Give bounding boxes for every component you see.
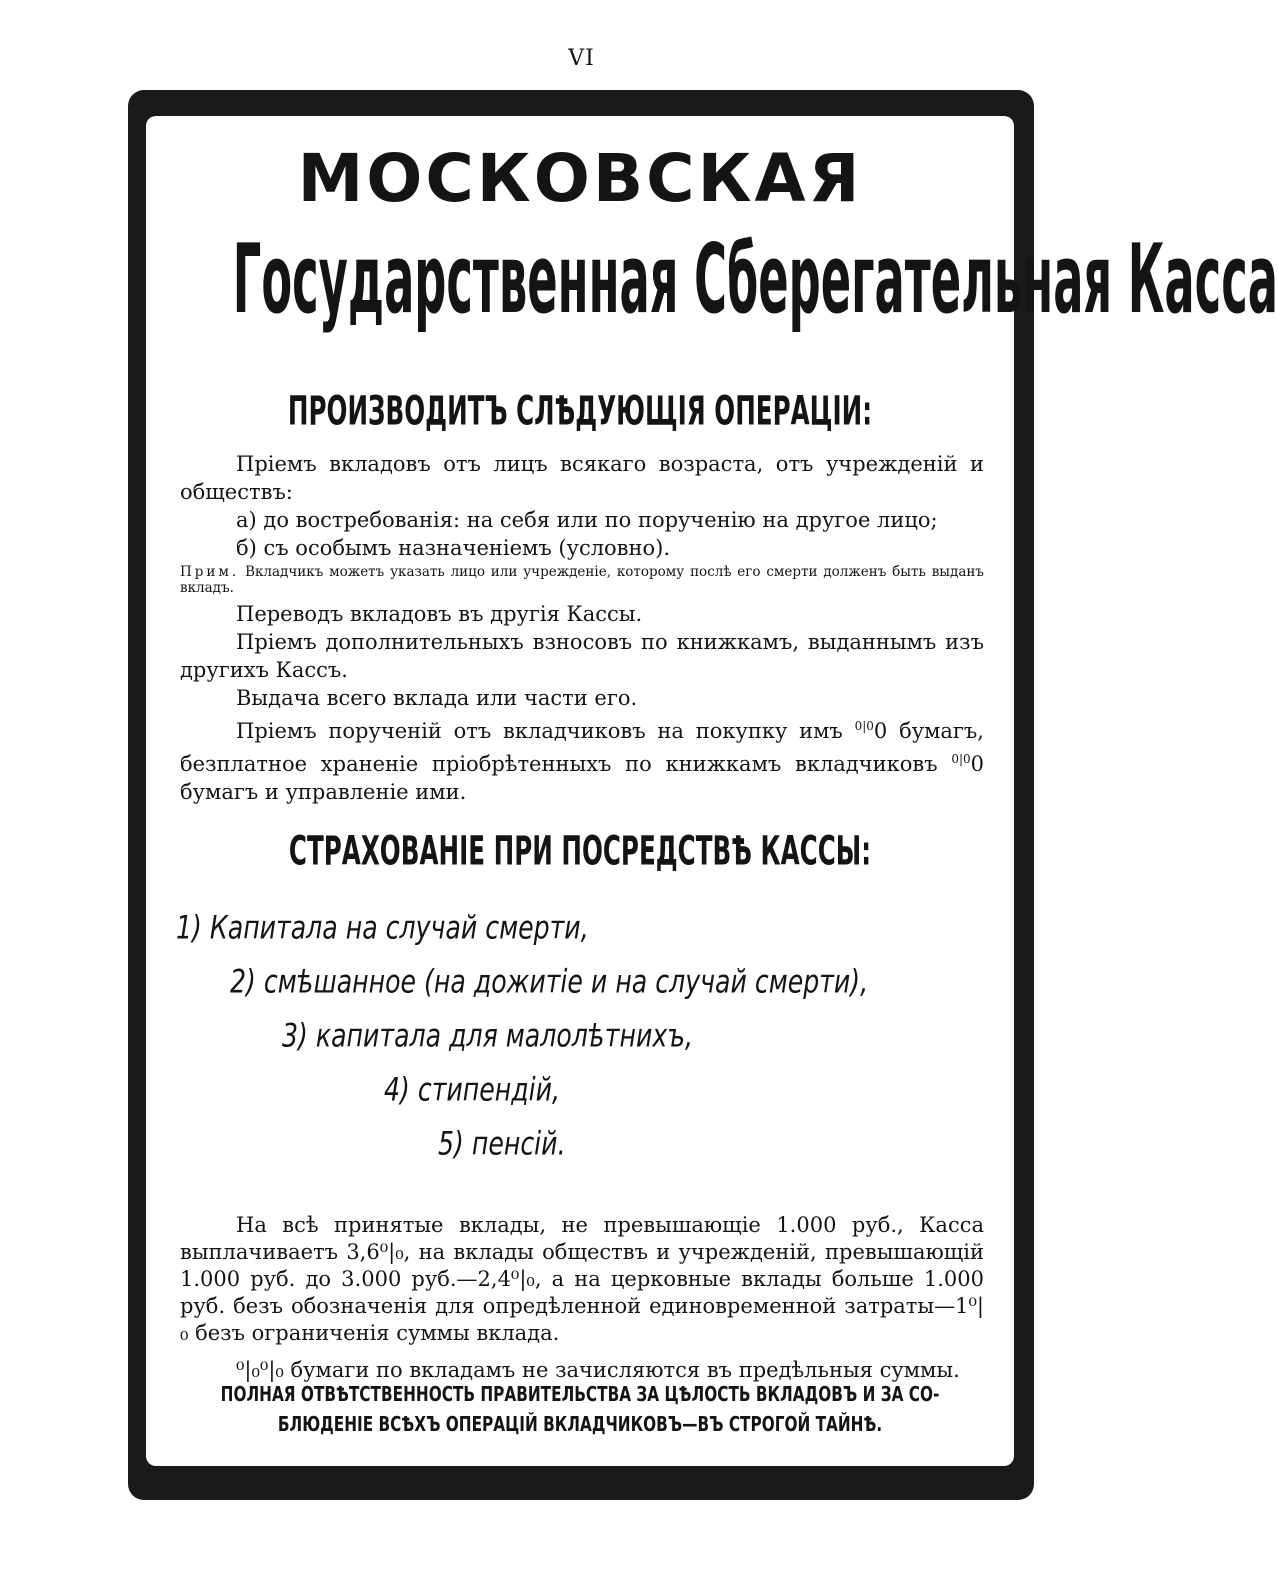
- operation-deposits: Пріемъ вкладовъ отъ лицъ всякаго возраста, отъ учрежденій и обществъ:: [180, 452, 984, 504]
- operation-note: [180, 564, 984, 596]
- operation-deposits-a: а) до востребованія: на себя или по порученію на другое лицо;: [236, 508, 938, 532]
- page-number: VI: [568, 46, 595, 71]
- operation-deposits-b: б) съ особымъ назначеніемъ (условно).: [236, 536, 671, 560]
- operation-securities: [180, 712, 984, 806]
- insurance-item-3: 3) капитала для малолѣтнихъ,: [282, 1016, 694, 1055]
- securities-text-a: Пріемъ порученій отъ вкладчиковъ на покупку имъ: [236, 719, 843, 743]
- guarantee-footer: [176, 1380, 984, 1440]
- rates-paragraph: На всѣ принятые вклады, не превышающіе 1.000 руб., Касса выплачиваетъ 3,6⁰|₀, на вклады обществъ и учрежденій, превышающій 1.000 руб. до 3.000 руб.—2,4⁰|₀, а на церковные вклады больше 1.000 руб. безъ обозначенія для опредѣленной единовременной затраты—1⁰|₀ безъ ограниченія суммы вклада.: [180, 1213, 984, 1345]
- operation-transfer: Переводъ вкладовъ въ другія Кассы.: [236, 602, 643, 626]
- insurance-item-2: 2) смѣшанное (на дожитіе и на случай смерти),: [230, 962, 869, 1001]
- operation-additional: Пріемъ дополнительныхъ взносовъ по книжкамъ, выданнымъ изъ другихъ Кассъ.: [180, 630, 984, 682]
- footer-line-2: БЛЮДЕНІЕ ВСѢХЪ ОПЕРАЦІЙ ВКЛАДЧИКОВЪ—ВЪ СТРОГОЙ ТАЙНѢ.: [277, 1413, 883, 1437]
- title-line-2: Государственная Сберегательная Касса: [232, 225, 1278, 336]
- advertisement-frame: [128, 90, 1278, 1500]
- operation-withdrawal: Выдача всего вклада или части его.: [236, 686, 638, 710]
- securities-limit-paragraph: ⁰|₀⁰|₀ бумаги по вкладамъ не зачисляются въ предѣльныя суммы.: [236, 1358, 960, 1382]
- insurance-item-5: 5) пенсій.: [438, 1124, 566, 1163]
- operations-heading: ПРОИЗВОДИТЪ СЛѢДУЮЩІЯ ОПЕРАЦІИ:: [287, 387, 873, 436]
- insurance-item-1: 1) Капитала на случай смерти,: [176, 908, 589, 947]
- percent-sign-low: 0: [873, 719, 888, 743]
- interest-rates: [180, 1212, 984, 1394]
- footer-line-1: ПОЛНАЯ ОТВѢТСТВЕННОСТЬ ПРАВИТЕЛЬСТВА ЗА ЦѢЛОСТЬ ВКЛАДОВЪ И ЗА СО-: [220, 1383, 940, 1407]
- percent-sign-2: 0|0: [951, 752, 971, 766]
- securities-text-b: бумагъ, безплатное храненіе пріобрѣтенныхъ по книжкамъ вкладчиковъ: [180, 719, 984, 776]
- title-line-1: МОСКОВСКАЯ: [297, 140, 863, 217]
- insurance-item-4: 4) стипендій,: [384, 1070, 561, 1109]
- percent-sign: 0|0: [854, 719, 874, 733]
- percent-sign-low-2: 0: [970, 752, 984, 776]
- insurance-heading: СТРАХОВАНІЕ ПРИ ПОСРЕДСТВѢ КАССЫ:: [288, 827, 872, 876]
- securities-text-c: бумагъ и управленіе ими.: [180, 780, 467, 804]
- note-text: Вкладчикъ можетъ указать лицо или учрежденіе, которому послѣ его смерти долженъ быть выданъ вкладъ.: [180, 564, 984, 596]
- operations-list: [180, 450, 984, 806]
- advertisement-panel: [146, 116, 1278, 1466]
- note-lead: Прим.: [180, 564, 240, 580]
